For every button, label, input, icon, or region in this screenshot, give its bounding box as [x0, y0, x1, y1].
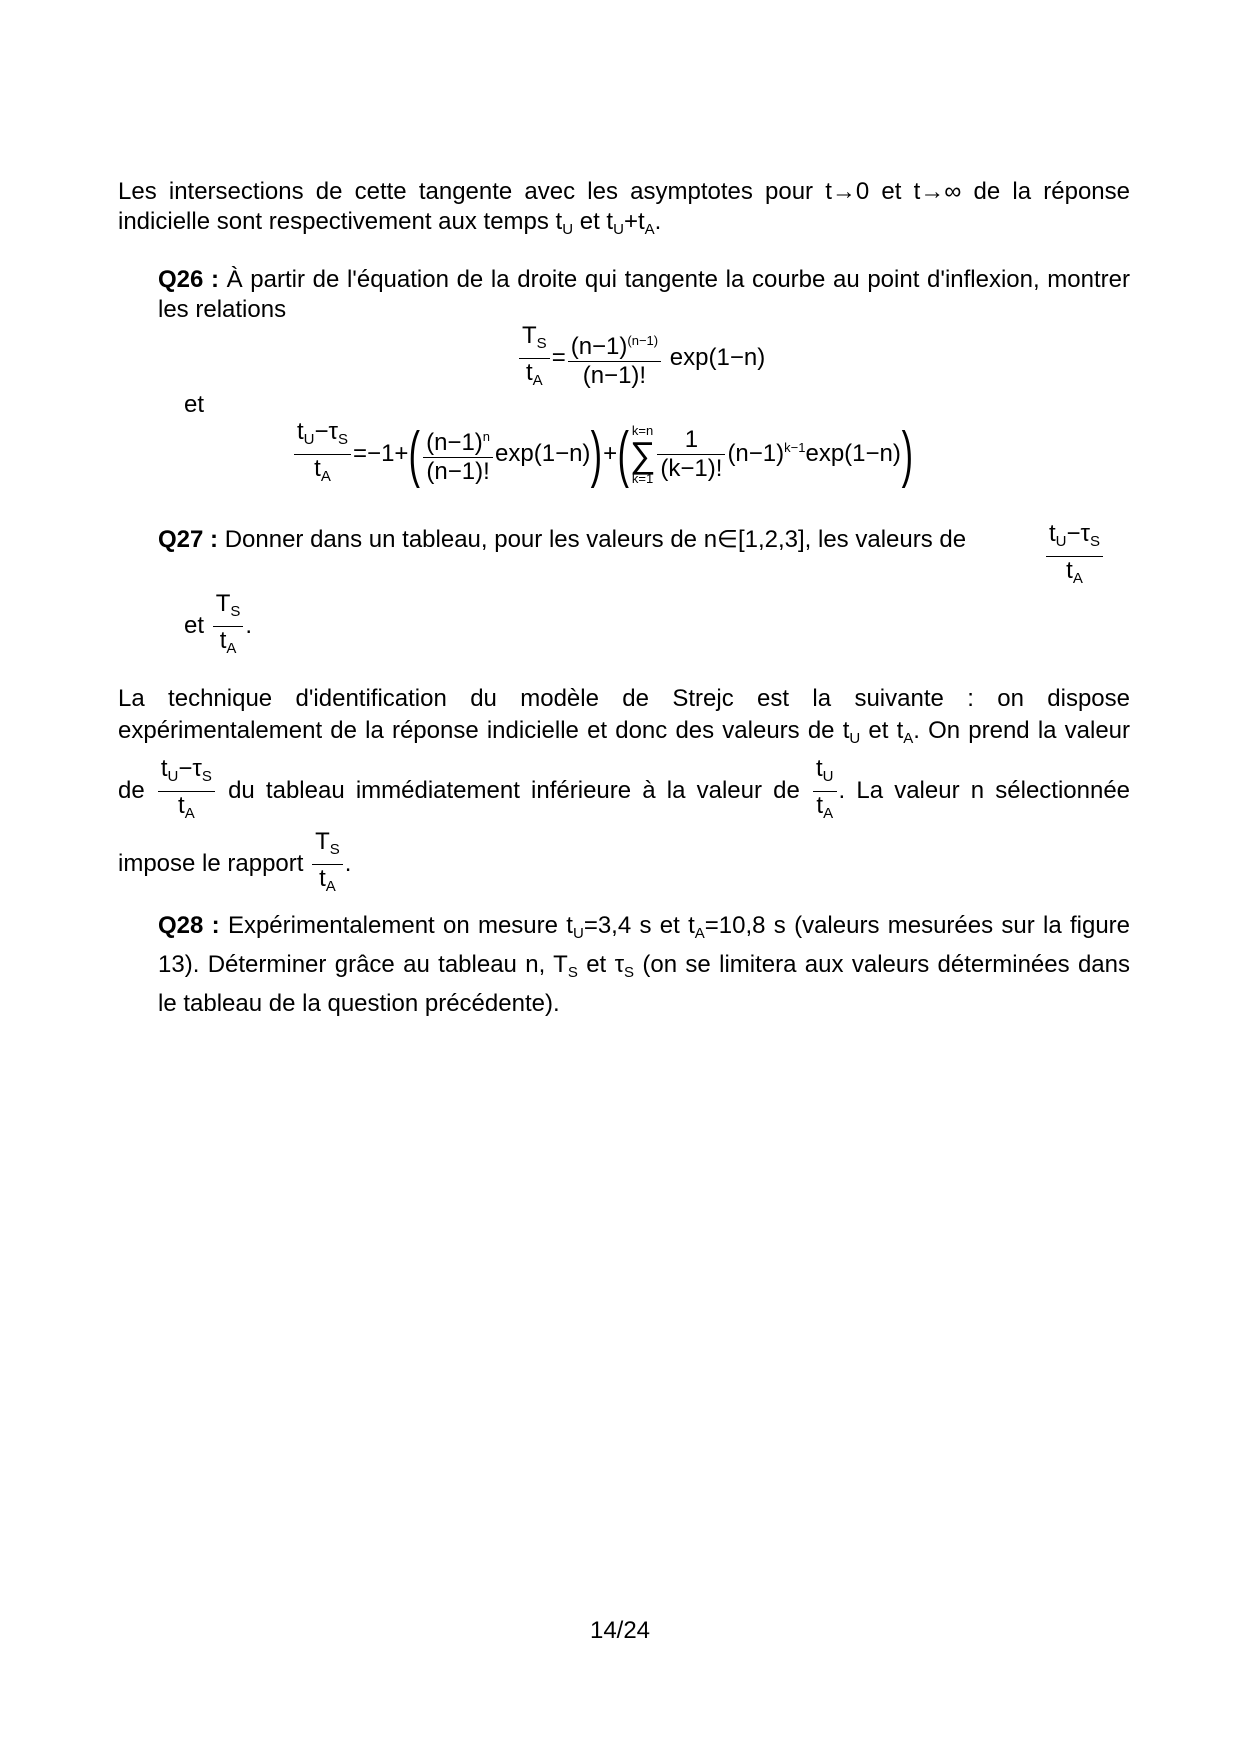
q27-frac-ts-ta: $\frac{T_S}{t_A}$: [213, 590, 244, 663]
limit-t-to-0: t→0: [825, 178, 870, 205]
technique-frac-tu-ta: $\frac{t_U}{t_A}$: [813, 755, 837, 828]
q28-label: Q28 :: [158, 912, 220, 939]
technique-frac-tu-taus-ta: $\frac{t_U-\tau_S}{t_A}$: [158, 755, 215, 828]
limit-t-to-infinity: t→∞: [913, 178, 962, 205]
question-q26: [158, 265, 1130, 325]
math-taus: $\tau_S$: [614, 951, 635, 981]
q27-end: .: [245, 611, 253, 639]
q28-text: Expérimentalement on mesure: [227, 912, 558, 939]
q27-text: Donner dans un tableau, pour les valeurs de: [224, 526, 698, 553]
equation-ts-over-ta: $\frac{T_S}{t_A}$ = $\frac{(n-1)^{(n-1)}}{(n-1)!}$ exp(1−n): [517, 322, 765, 395]
q26-text: À partir de l'équation de la droite qui tangente la courbe au point d'inflexion, montrer les relations: [158, 266, 1130, 323]
intro-paragraph: [118, 177, 1130, 245]
frac-ts-ta: $\frac{T_S}{t_A}$: [519, 322, 550, 395]
technique-paragraph: [118, 683, 1130, 901]
q27-label: Q27 :: [158, 526, 219, 553]
technique-frac-ts-ta: $\frac{T_S}{t_A}$: [312, 828, 343, 901]
q27-line2: [184, 590, 252, 663]
q28-ta-value: =10,8 s: [704, 912, 786, 939]
q28-text-end: (on se limitera aux valeurs déterminées dans le tableau de la question précédente).: [158, 951, 1130, 1017]
q27-set: n∈[1,2,3]: [703, 526, 805, 553]
intro-text-et: et: [881, 178, 902, 205]
q28-et: et: [659, 912, 680, 939]
technique-end: .: [344, 849, 352, 877]
math-tu: $t_U$: [842, 717, 861, 747]
frac-tu-taus-ta: $\frac{t_U-\tau_S}{t_A}$: [294, 418, 351, 491]
technique-et: et: [868, 717, 889, 744]
q28-comma: ,: [538, 951, 546, 978]
technique-text-d: du tableau immédiatement inférieure à la valeur de: [228, 776, 800, 804]
intro-end: .: [654, 208, 662, 235]
q28-et2: et: [586, 951, 607, 978]
page-number: 14/24: [589, 1617, 651, 1644]
math-ts: $T_S$: [553, 951, 578, 981]
q26-et: et: [184, 391, 205, 418]
q26-label: Q26 :: [158, 266, 219, 293]
math-n: n: [970, 776, 985, 804]
technique-text-f: sélectionnée impose le rapport: [118, 776, 1131, 877]
intro-text: Les intersections de cette tangente avec les asymptotes pour: [118, 178, 814, 205]
q27-frac-tu-taus-ta: $\frac{t_U-\tau_S}{t_A}$: [1044, 520, 1105, 593]
intro-text-et2: et: [579, 208, 600, 235]
q28-tu-measure: $t_U=3,4$ s: [566, 912, 652, 942]
sum-symbol: k=n ∑ k=1: [629, 422, 656, 486]
q27-et: et: [184, 611, 205, 639]
technique-text-cont: . On prend la valeur de: [118, 717, 1131, 804]
intro-text-cont: de la réponse indicielle sont respectivement aux temps: [118, 178, 1130, 235]
q27-text-cont: , les valeurs de: [804, 526, 967, 553]
q28-tu-value: =3,4 s: [583, 912, 652, 939]
math-ta: $t_A$: [896, 717, 914, 747]
technique-text-e: . La valeur: [838, 776, 960, 804]
q28-text-cont: (valeurs mesurées sur la figure 13). Déterminer grâce au tableau: [158, 912, 1131, 978]
q28-ta-measure: $t_A=10,8$ s: [688, 912, 786, 942]
technique-text: La technique d'identification du modèle de Strejc est la suivante : on dispose expérimentalement de la réponse indicielle et donc des valeurs de: [118, 685, 1130, 744]
question-q28: [158, 910, 1130, 1019]
frac-n-minus-1: $\frac{(n-1)^{(n-1)}}{(n-1)!}$: [568, 327, 661, 390]
equation-tu-minus-taus: $\frac{t_U-\tau_S}{t_A}$ =−1+( $\frac{(n-1)^n}{(n-1)!}$ exp(1−n))+( k=n ∑ k=1 $\frac{1}{(k-1)!}$ $(n-1)^{k-1}\exp(1-n)$): [292, 418, 914, 491]
math-n: n: [525, 951, 539, 978]
question-q27: [158, 525, 1130, 555]
frac-1-over-k1: $\frac{1}{(k-1)!}$: [657, 426, 725, 483]
frac-n1-pow-n: $\frac{(n-1)^n}{(n-1)!}$: [423, 423, 493, 486]
math-tu: $t_U$: [555, 208, 574, 238]
math-tu-plus-ta: $t_U+t_A$: [606, 208, 655, 238]
